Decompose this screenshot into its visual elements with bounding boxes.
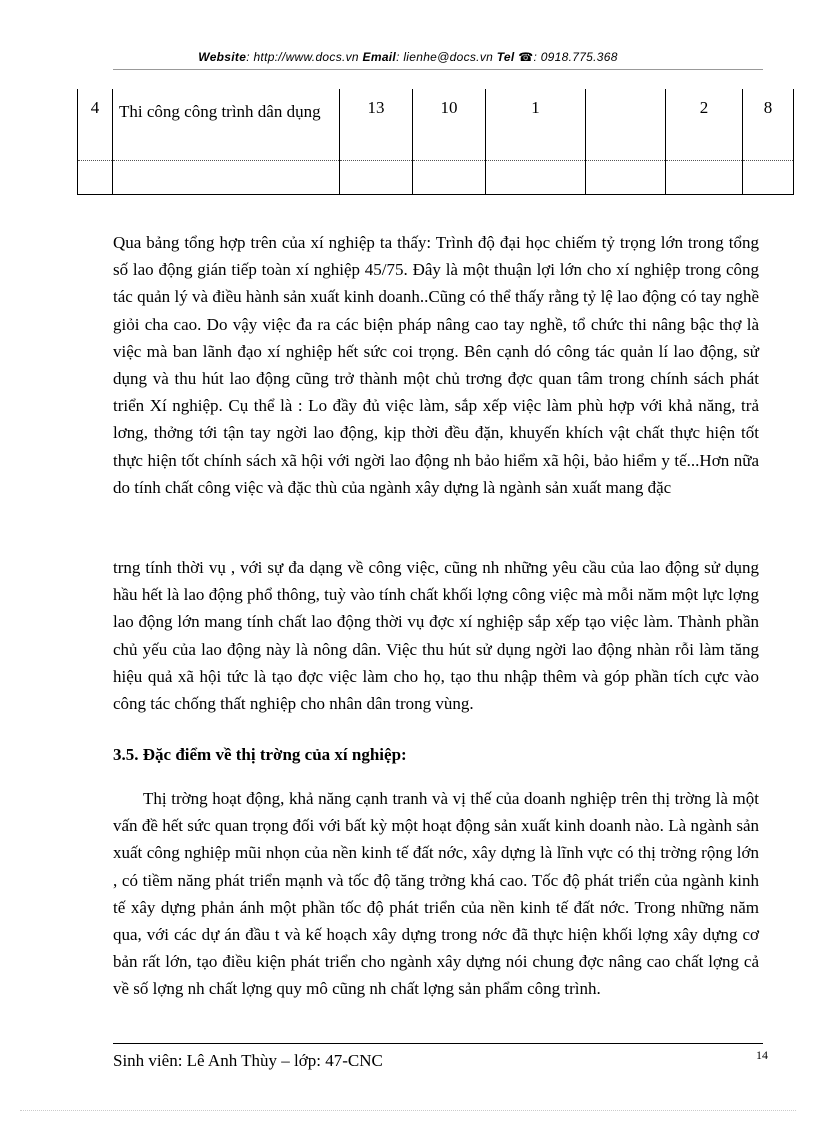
- table-cell: 13: [340, 89, 413, 161]
- email-value: : lienhe@docs.vn: [396, 50, 494, 64]
- footer-student: Sinh viên: Lê Anh Thùy – lớp: 47-CNC: [113, 1051, 383, 1070]
- website-label: Website: [198, 50, 247, 64]
- table-row: [78, 89, 794, 161]
- table-cell: [78, 161, 113, 195]
- page-number: 14: [756, 1048, 768, 1062]
- table-cell: [586, 89, 666, 161]
- row-name: Thi công công trình dân dụng: [113, 89, 340, 161]
- tel-value: : 0918.775.368: [533, 50, 618, 64]
- table-cell: [340, 161, 413, 195]
- table-row: [78, 161, 794, 195]
- website-value: : http://www.docs.vn: [246, 50, 359, 64]
- page-header: [0, 50, 816, 64]
- table-cell: [666, 161, 743, 195]
- header-divider: [113, 69, 763, 70]
- section-heading: 3.5. Đặc điểm về thị trờng của xí nghiệp:: [113, 745, 407, 764]
- table-cell: 8: [743, 89, 794, 161]
- table-cell: 1: [486, 89, 586, 161]
- paragraph-market: Thị trờng hoạt động, khả năng cạnh tranh và vị thế của doanh nghiệp trên thị trờng là một vấn đề hết sức quan trọng đối với bất kỳ một hoạt động sản xuất kinh doanh nào. Là ngành sản xuất công nghiệp mũi nhọn của nền kinh tế đất nớc, xây dựng là lĩnh vực có thị trờng rộng lớn , có tiềm năng phát triển mạnh và tốc độ tăng trởng khá cao. Tốc độ phát triển của ngành kinh tế xây dựng phản ánh một phần tốc độ phát triển của nền kinh tế đất nớc. Trong những năm qua, với các dự án đầu t và kế hoạch xây dựng trong nớc đã thực hiện khối lợng xây dựng cơ bản rất lớn, tạo điều kiện phát triển cho ngành xây dựng nói chung đợc nâng cao chất lợng cả về số lợng nh chất lợng quy mô cũng nh chất lợng sản phẩm công trình.: [113, 789, 759, 999]
- phone-icon: ☎: [518, 50, 534, 64]
- table-cell: [113, 161, 340, 195]
- footer-divider: [113, 1043, 763, 1044]
- table-cell: 2: [666, 89, 743, 161]
- page-bottom-divider: [20, 1110, 796, 1111]
- tel-label: Tel: [496, 50, 515, 64]
- table-cell: [413, 161, 486, 195]
- table-cell: [743, 161, 794, 195]
- table-cell: [486, 161, 586, 195]
- row-number: 4: [78, 89, 113, 161]
- paragraph-seasonal-labor: trng tính thời vụ , với sự đa dạng về công việc, cũng nh những yêu cầu của lao động sử dụng hầu hết là lao động phổ thông, tuỳ vào tính chất khối lợng công việc mà mỗi năm một lực lợng lao động lớn mang tính chất lao động thời vụ đợc xí nghiệp sắp xếp tạo việc làm. Thành phần chủ yếu của lao động này là nông dân. Việc thu hút sử dụng ngời lao động nhàn rỗi làm tăng hiệu quả xã hội tức là tạo đợc việc làm cho họ, tạo thu nhập thêm và góp phần tích cực vào công tác chống thất nghiệp cho nhân dân trong vùng.: [113, 558, 759, 714]
- table-cell: 10: [413, 89, 486, 161]
- paragraph-labor-structure: Qua bảng tổng hợp trên của xí nghiệp ta thấy: Trình độ đại học chiếm tỷ trọng lớn trong tổng số lao động gián tiếp toàn xí nghiệp 45/75. Đây là một thuận lợi lớn cho xí nghiệp trong công tác quản lý và điều hành sản xuất kinh doanh..Cũng có thể thấy rằng tỷ lệ lao động có tay nghề giỏi cha cao. Do vậy việc đa ra các biện pháp nâng cao tay nghề, tổ chức thi nâng bậc thợ là việc mà ban lãnh đạo xí nghiệp hết sức coi trọng. Bên cạnh dó công tác quản lí lao động, sử dụng và thu hút lao động cũng trở thành một chủ trơng đợc quan tâm trong chính sách phát triển Xí nghiệp. Cụ thể là : Lo đầy đủ việc làm, sắp xếp việc làm phù hợp với khả năng, trả lơng, thởng tới tận tay ngời lao động, kịp thời đều đặn, khuyến khích vật chất thực hiện tốt thực hiện tốt chính sách xã hội với ngời lao động nh bảo hiểm xã hội, bảo hiểm y tế...Hơn nữa do tính chất công việc và đặc thù của ngành xây dựng là ngành sản xuất mang đặc: [113, 233, 759, 497]
- labor-table: [77, 89, 794, 195]
- email-label: Email: [362, 50, 397, 64]
- table-cell: [586, 161, 666, 195]
